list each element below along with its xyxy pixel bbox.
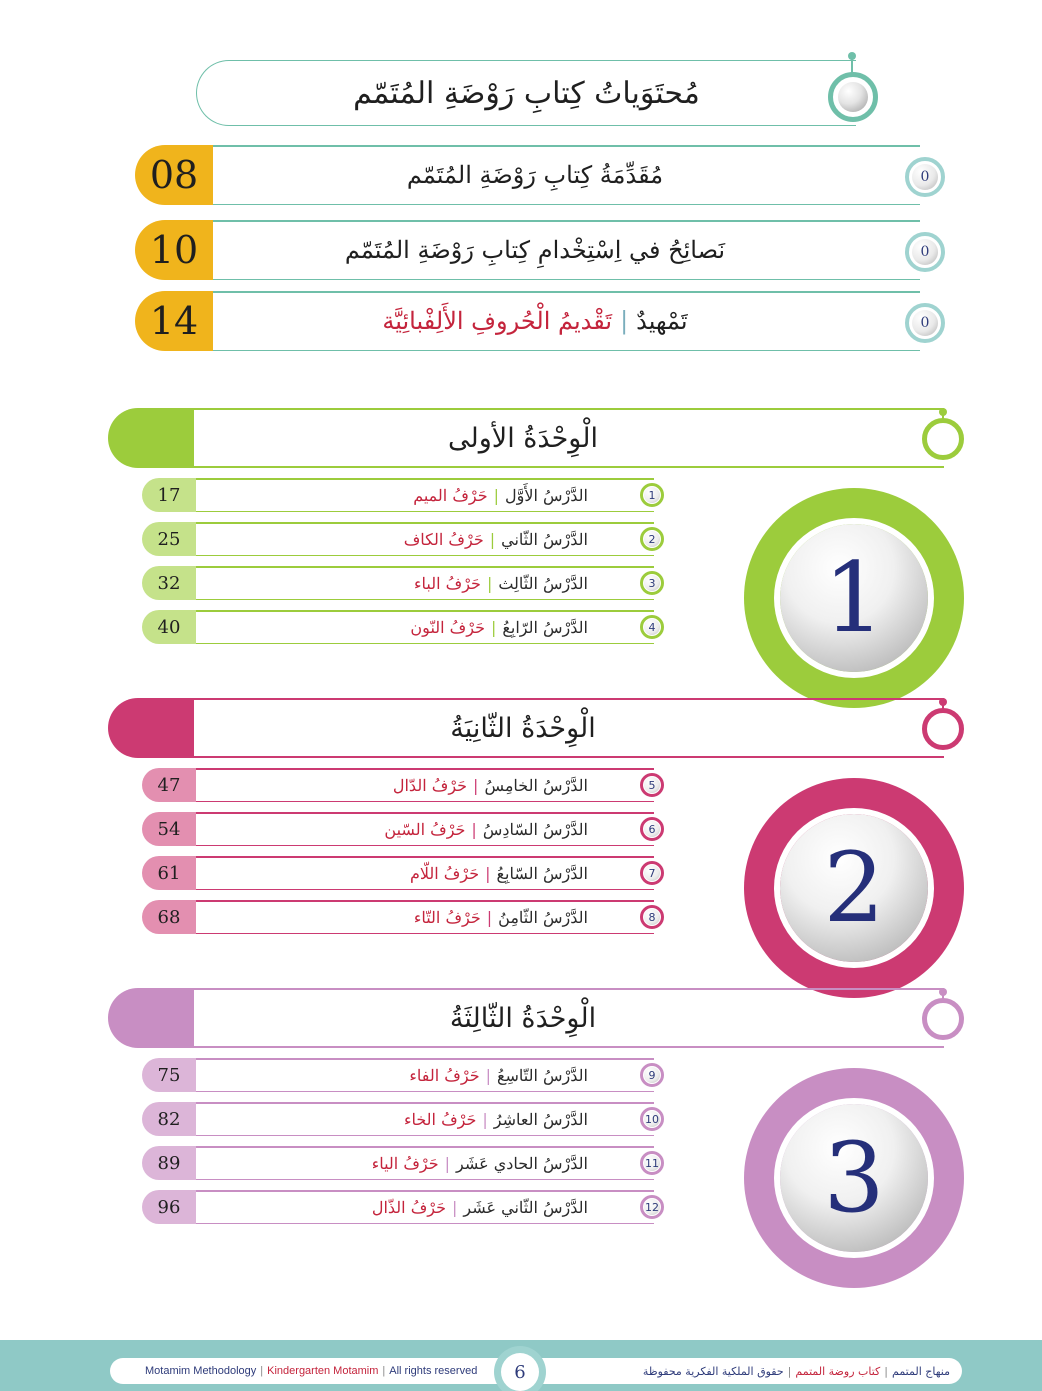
lesson-letter: حَرْفُ النّون [410, 617, 485, 637]
footer-methodology: Motamim Methodology [145, 1365, 257, 1377]
unit-number-ring [744, 488, 964, 708]
unit-title: الْوِحْدَةُ الثّانِيَةُ [450, 712, 596, 744]
lesson-number-badge: 1 [640, 483, 664, 507]
lesson-page-number: 61 [142, 856, 196, 890]
unit-number-ring [744, 778, 964, 998]
unit-number: 1 [823, 542, 885, 654]
lesson-letter: حَرْفُ السّين [384, 819, 466, 839]
unit-block-1 [108, 408, 968, 708]
contents-title-box [196, 60, 856, 126]
lesson-letter: حَرْفُ اللّام [409, 863, 480, 883]
lesson-letter: حَرْفُ الباء [414, 573, 481, 593]
lesson-page-number: 96 [142, 1190, 196, 1224]
lesson-number-badge: 2 [640, 527, 664, 551]
footer-ar-rights: حقوق الملكية الفكرية محفوظة [642, 1364, 784, 1378]
lesson-page-number: 47 [142, 768, 196, 802]
lesson-number-badge: 12 [640, 1195, 664, 1219]
lesson-title: الدَّرْسُ الثّامِنُ [498, 907, 588, 927]
unit-block-3 [108, 988, 968, 1288]
intro-title: مُقَدِّمَةُ كِتابِ رَوْضَةِ المُتَمّم [406, 161, 664, 189]
lesson-letter: حَرْفُ الفاء [409, 1065, 480, 1085]
lesson-title: الدَّرْسُ العاشِرُ [493, 1109, 588, 1129]
footer-english: Motamim Methodology | Kindergarten Motamim | All rights reserved [145, 1365, 478, 1377]
lesson-title: الدَّرْسُ التّاسِعُ [496, 1065, 588, 1085]
lesson-page-number: 75 [142, 1058, 196, 1092]
unit-ring-icon [922, 418, 964, 460]
lesson-row[interactable]: 75 الدَّرْسُ التّاسِعُ | حَرْفُ الفاء 9 [142, 1058, 662, 1092]
lesson-letter: حَرْفُ الدّال [392, 775, 468, 795]
unit-ring-icon [922, 998, 964, 1040]
lesson-title: الدَّرْسُ الحادي عَشَر [456, 1153, 588, 1173]
intro-number-badge: 0 [905, 303, 945, 343]
intro-row-preface[interactable] [135, 145, 945, 205]
lesson-row[interactable]: 89 الدَّرْسُ الحادي عَشَر | حَرْفُ الياء 11 [142, 1146, 662, 1180]
lesson-page-number: 68 [142, 900, 196, 934]
unit-number: 3 [823, 1122, 885, 1234]
intro-title: تَمْهيدٌ [636, 307, 688, 335]
intro-row-introduction[interactable] [135, 291, 945, 351]
lesson-page-number: 17 [142, 478, 196, 512]
lesson-row[interactable]: 17 الدَّرْسُ الأَوَّل | حَرْفُ الميم 1 [142, 478, 662, 512]
intro-row-tips[interactable] [135, 220, 945, 280]
title-ring-icon [828, 72, 878, 122]
lesson-number-badge: 10 [640, 1107, 664, 1131]
lesson-page-number: 25 [142, 522, 196, 556]
intro-number-badge: 0 [905, 157, 945, 197]
lesson-page-number: 89 [142, 1146, 196, 1180]
page-number: 6 [501, 1353, 539, 1391]
lesson-title: الدَّرْسُ الرّابِعُ [502, 617, 588, 637]
lesson-letter: حَرْفُ الذّال [371, 1197, 446, 1217]
lesson-title: الدَّرْسُ السّادِسُ [482, 819, 588, 839]
lesson-page-number: 82 [142, 1102, 196, 1136]
unit-ring-icon [922, 708, 964, 750]
intro-number-badge: 0 [905, 232, 945, 272]
unit-tab [108, 988, 194, 1048]
lesson-title: الدَّرْسُ السّابِعُ [496, 863, 588, 883]
unit-title: الْوِحْدَةُ الأولى [448, 422, 598, 454]
lesson-letter: حَرْفُ الياء [371, 1153, 439, 1173]
intro-page-number: 08 [135, 145, 213, 205]
intro-title: نَصائِحُ في اِسْتِخْدامِ كِتابِ رَوْضَةِ المُتَمّم [344, 236, 726, 264]
footer-ar-book: كتاب روضة المتمم [795, 1364, 881, 1378]
page-title: مُحتَوَياتُ كِتابِ رَوْضَةِ المُتَمّم [353, 75, 700, 111]
lesson-letter: حَرْفُ الكاف [403, 529, 484, 549]
lesson-row[interactable]: 82 الدَّرْسُ العاشِرُ | حَرْفُ الخاء 10 [142, 1102, 662, 1136]
lesson-row[interactable]: 68 الدَّرْسُ الثّامِنُ | حَرْفُ التّاء 8 [142, 900, 662, 934]
title-pin-dot [848, 52, 856, 60]
intro-page-number: 14 [135, 291, 213, 351]
lesson-row[interactable]: 40 الدَّرْسُ الرّابِعُ | حَرْفُ النّون 4 [142, 610, 662, 644]
unit-number: 2 [823, 832, 885, 944]
unit-tab [108, 698, 194, 758]
lesson-letter: حَرْفُ الخاء [403, 1109, 477, 1129]
footer-ar-methodology: منهاج المتمم [892, 1364, 950, 1378]
lesson-row[interactable]: 32 الدَّرْسُ الثّالِث | حَرْفُ الباء 3 [142, 566, 662, 600]
lesson-number-badge: 9 [640, 1063, 664, 1087]
lesson-title: الدَّرْسُ الثّالِث [498, 573, 588, 593]
lesson-number-badge: 7 [640, 861, 664, 885]
lesson-page-number: 54 [142, 812, 196, 846]
lesson-title: الدَّرْسُ الثّاني عَشَر [463, 1197, 588, 1217]
footer-arabic: منهاج المتمم | كتاب روضة المتمم | حقوق الملكية الفكرية محفوظة [642, 1364, 950, 1378]
unit-number-ring [744, 1068, 964, 1288]
intro-page-number: 10 [135, 220, 213, 280]
lesson-number-badge: 8 [640, 905, 664, 929]
lesson-letter: حَرْفُ الميم [413, 485, 488, 505]
unit-block-2 [108, 698, 968, 998]
lesson-page-number: 32 [142, 566, 196, 600]
lesson-row[interactable]: 96 الدَّرْسُ الثّاني عَشَر | حَرْفُ الذّال 12 [142, 1190, 662, 1224]
lesson-number-badge: 6 [640, 817, 664, 841]
intro-highlight: تَقْديمُ الْحُروفِ الأَلِفْبائِيَّة [382, 307, 613, 335]
footer-rights: All rights reserved [389, 1365, 478, 1377]
footer-book: Kindergarten Motamim [267, 1365, 379, 1377]
page-number-badge [494, 1346, 546, 1391]
unit-tab [108, 408, 194, 468]
lesson-number-badge: 3 [640, 571, 664, 595]
unit-title: الْوِحْدَةُ الثّالِثَةُ [449, 1002, 597, 1034]
lesson-row[interactable]: 25 الدَّرْسُ الثّاني | حَرْفُ الكاف 2 [142, 522, 662, 556]
lesson-title: الدَّرْسُ الثّاني [501, 529, 588, 549]
separator: | [620, 307, 629, 335]
lesson-number-badge: 4 [640, 615, 664, 639]
lesson-letter: حَرْفُ التّاء [413, 907, 481, 927]
lesson-number-badge: 5 [640, 773, 664, 797]
lesson-number-badge: 11 [640, 1151, 664, 1175]
lesson-title: الدَّرْسُ الأَوَّل [505, 485, 588, 505]
lesson-page-number: 40 [142, 610, 196, 644]
lesson-row[interactable]: 47 الدَّرْسُ الخامِسُ | حَرْفُ الدّال 5 [142, 768, 662, 802]
lesson-row[interactable]: 54 الدَّرْسُ السّادِسُ | حَرْفُ السّين 6 [142, 812, 662, 846]
lesson-title: الدَّرْسُ الخامِسُ [484, 775, 588, 795]
lesson-row[interactable]: 61 الدَّرْسُ السّابِعُ | حَرْفُ اللّام 7 [142, 856, 662, 890]
